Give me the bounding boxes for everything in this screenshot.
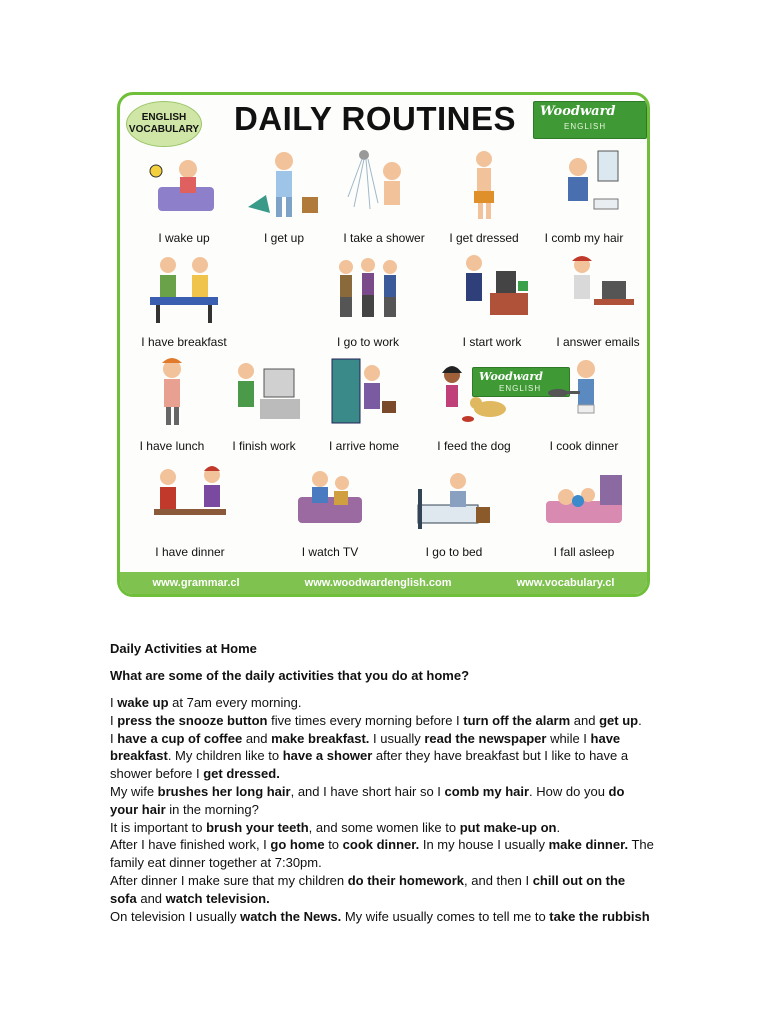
caption: I go to work: [336, 335, 400, 349]
badge-line1: ENGLISH: [141, 112, 187, 123]
go-to-bed-illustration: [414, 461, 494, 539]
caption: I get dressed: [449, 231, 519, 245]
routine-finish-work: [212, 353, 316, 457]
routine-arrive-home: [312, 353, 416, 457]
poster-footer: [120, 572, 647, 594]
caption: I have breakfast: [141, 335, 227, 349]
go-to-work-illustration: [328, 251, 408, 329]
paragraph-2: I press the snooze button five times every morning before I turn off the alarm and get up.: [110, 712, 642, 728]
logo-sub-center: ENGLISH: [499, 384, 542, 393]
footer-link-vocabulary: www.vocabulary.cl: [516, 577, 615, 589]
caption: I take a shower: [343, 231, 425, 245]
routine-go-to-bed: [402, 459, 506, 563]
have-dinner-illustration: [150, 461, 230, 539]
poster-title: DAILY ROUTINES: [233, 100, 517, 137]
english-vocabulary-badge: [126, 101, 202, 147]
caption: I cook dinner: [549, 439, 619, 453]
paragraph-1: I wake up at 7am every morning.: [110, 695, 302, 710]
fall-asleep-illustration: [544, 461, 624, 539]
get-dressed-illustration: [444, 147, 524, 225]
paragraph-4: My wife brushes her long hair, and I have short hair so I comb my hair. How do you do your hair in the morning?: [110, 783, 625, 817]
routine-fall-asleep: [532, 459, 636, 563]
caption: I get up: [263, 231, 305, 245]
finish-work-illustration: [224, 355, 304, 433]
caption: I answer emails: [556, 335, 640, 349]
logo-brand-center: Woodward: [479, 370, 543, 383]
caption: I go to bed: [425, 545, 483, 559]
cook-dinner-illustration: [544, 355, 624, 433]
caption: I feed the dog: [437, 439, 511, 453]
caption: I arrive home: [328, 439, 400, 453]
routine-comb-hair: [532, 145, 636, 249]
logo-sub: ENGLISH: [564, 122, 607, 131]
comb-hair-illustration: [544, 147, 624, 225]
footer-link-grammar: www.grammar.cl: [152, 577, 240, 589]
badge-line2: VOCABULARY: [128, 124, 200, 135]
routine-have-breakfast: [132, 249, 236, 353]
caption: I watch TV: [301, 545, 359, 559]
start-work-illustration: [452, 251, 532, 329]
paragraph-8: On television I usually watch the News. My wife usually comes to tell me to take the rubbish: [110, 908, 650, 924]
logo-brand: Woodward: [540, 104, 616, 119]
arrive-home-illustration: [324, 355, 404, 433]
paragraph-6: After I have finished work, I go home to cook dinner. In my house I usually make dinner. The family eat dinner together at 7:30pm.: [110, 837, 654, 871]
routine-have-dinner: [120, 459, 260, 563]
routine-get-up: [232, 145, 336, 249]
routine-start-work: [440, 249, 544, 353]
caption: I have dinner: [155, 545, 225, 559]
routine-get-dressed: [432, 145, 536, 249]
woodward-logo: [533, 101, 647, 139]
caption: I fall asleep: [553, 545, 615, 559]
routine-cook-dinner: [532, 353, 636, 457]
caption: I start work: [462, 335, 522, 349]
caption: I have lunch: [139, 439, 205, 453]
routine-take-shower: [332, 145, 436, 249]
wake-up-illustration: [144, 147, 224, 225]
paragraph-5: It is important to brush your teeth, and some women like to put make-up on.: [110, 819, 561, 835]
paragraph-3: I have a cup of coffee and make breakfast. I usually read the newspaper while I have breakfast. My children like to have a shower after they have breakfast but I like to have a shower before I get dressed.: [110, 730, 629, 782]
watch-tv-illustration: [290, 461, 370, 539]
section-question: What are some of the daily activities that you do at home?: [110, 668, 470, 683]
caption: I wake up: [158, 231, 210, 245]
have-lunch-illustration: [132, 355, 212, 433]
routine-go-to-work: [298, 249, 438, 353]
document-body: [110, 640, 655, 925]
routine-answer-emails: [546, 249, 650, 353]
section-heading: Daily Activities at Home: [110, 641, 257, 656]
caption: I finish work: [232, 439, 296, 453]
shower-illustration: [344, 147, 424, 225]
paragraph-7: After dinner I make sure that my children do their homework, and then I chill out on the sofa and watch television.: [110, 872, 626, 906]
answer-emails-illustration: [558, 251, 638, 329]
daily-routines-poster: [117, 92, 650, 597]
caption: I comb my hair: [544, 231, 624, 245]
get-up-illustration: [244, 147, 324, 225]
footer-link-woodward: www.woodwardenglish.com: [304, 577, 452, 589]
routine-wake-up: [132, 145, 236, 249]
routine-watch-tv: [278, 459, 382, 563]
breakfast-illustration: [144, 251, 224, 329]
